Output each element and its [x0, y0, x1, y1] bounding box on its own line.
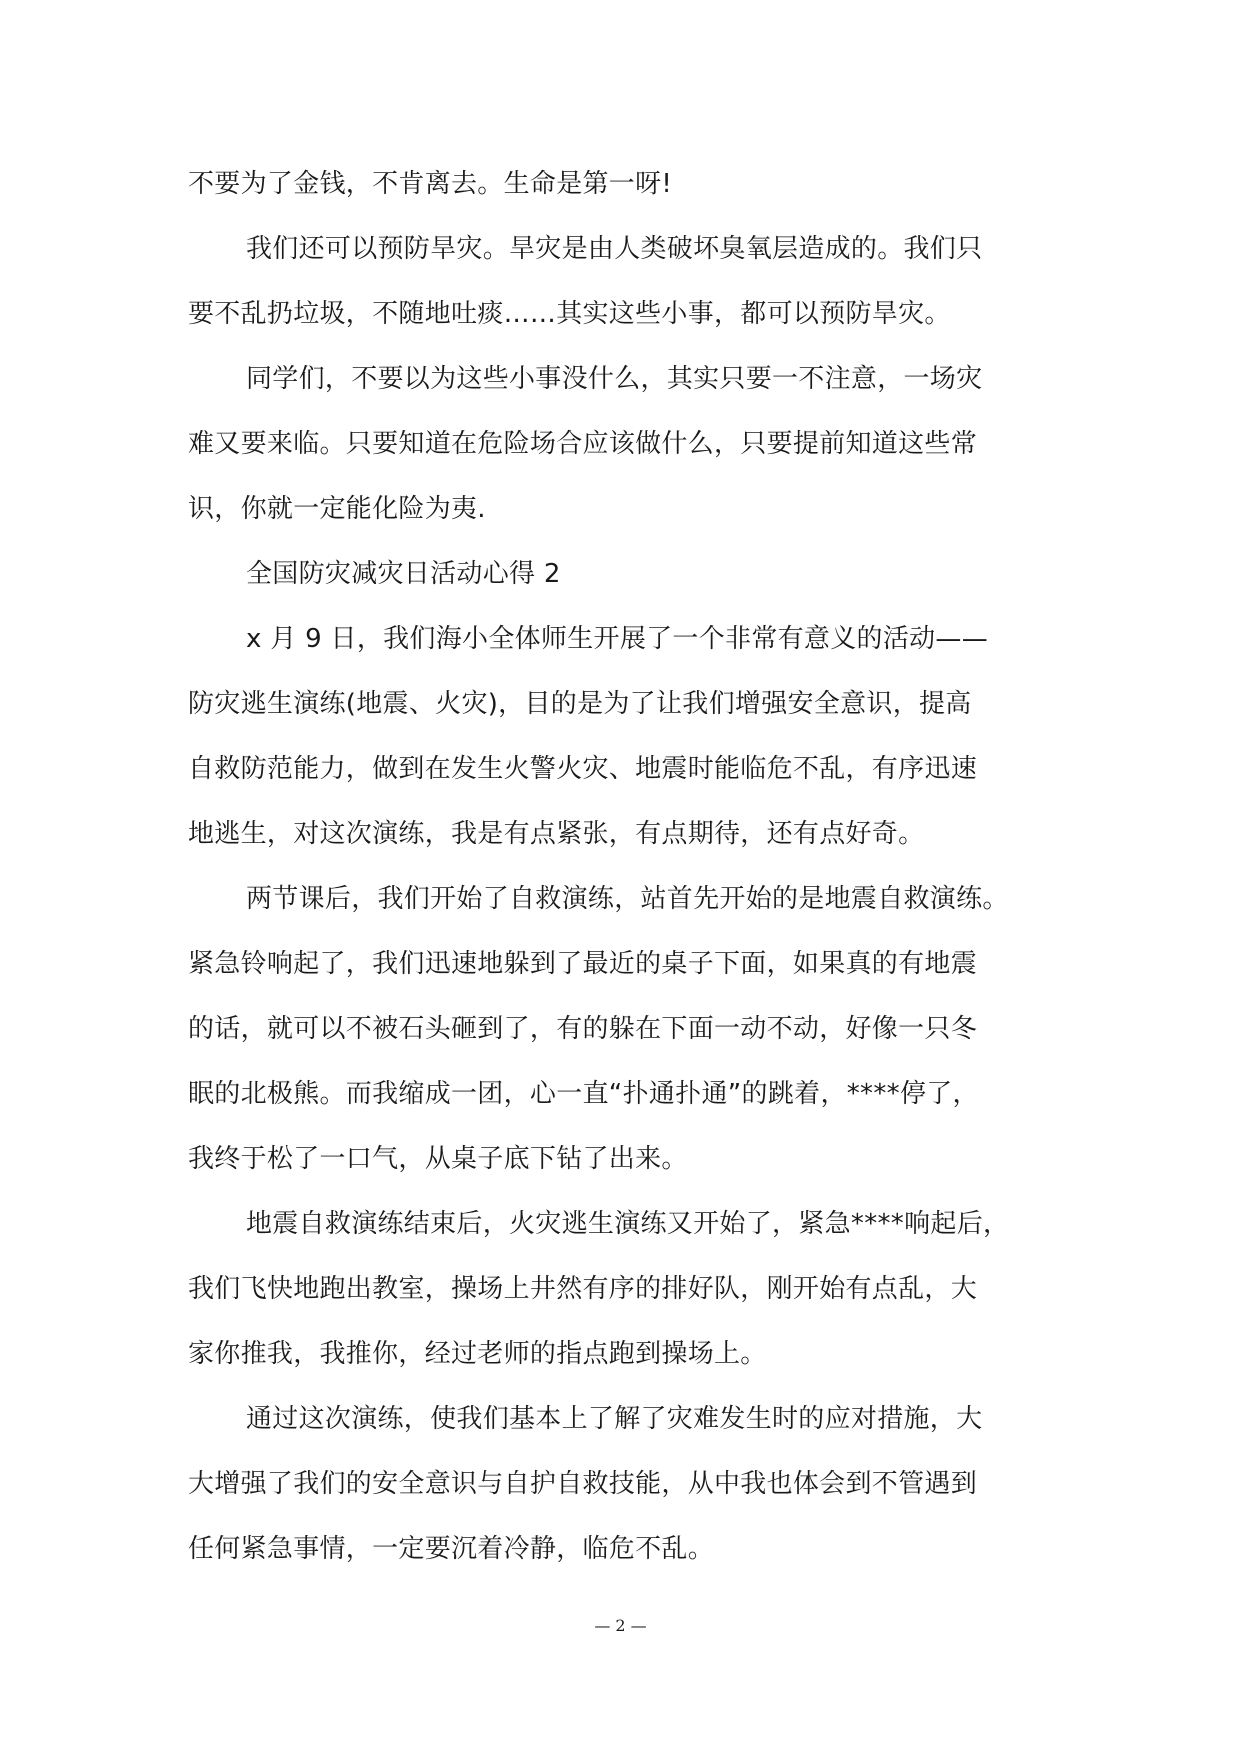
paragraph-start: 同学们，不要以为这些小事没什么，其实只要一不注意，一场灾	[246, 364, 983, 394]
text-line: 紧急铃响起了，我们迅速地躲到了最近的桌子下面，如果真的有地震	[188, 949, 978, 979]
text-line: 自救防范能力，做到在发生火警火灾、地震时能临危不乱，有序迅速	[188, 754, 978, 784]
text-line: 识，你就一定能化险为夷.	[188, 494, 486, 524]
text-line: 家你推我，我推你，经过老师的指点跑到操场上。	[188, 1339, 767, 1369]
text-line: 我们飞快地跑出教室，操场上井然有序的排好队，刚开始有点乱，大	[188, 1274, 978, 1304]
paragraph-start: 两节课后，我们开始了自救演练，站首先开始的是地震自救演练。	[246, 884, 1009, 914]
section-heading: 全国防灾减灾日活动心得 2	[246, 559, 561, 589]
text-line: 不要为了金钱，不肯离去。生命是第一呀!	[188, 169, 673, 199]
text-line: 难又要来临。只要知道在危险场合应该做什么，只要提前知道这些常	[188, 429, 978, 459]
text-line: 我终于松了一口气，从桌子底下钻了出来。	[188, 1144, 688, 1174]
text-line: 要不乱扔垃圾，不随地吐痰……其实这些小事，都可以预防旱灾。	[188, 299, 951, 329]
page-number: — 2 —	[594, 1616, 647, 1635]
text-line: 任何紧急事情，一定要沉着冷静，临危不乱。	[188, 1534, 715, 1564]
text-line: 的话，就可以不被石头砸到了，有的躲在下面一动不动，好像一只冬	[188, 1014, 978, 1044]
text-line: 大增强了我们的安全意识与自护自救技能，从中我也体会到不管遇到	[188, 1469, 978, 1499]
text-line: 地逃生，对这次演练，我是有点紧张，有点期待，还有点好奇。	[188, 819, 925, 849]
paragraph-start: 我们还可以预防旱灾。旱灾是由人类破坏臭氧层造成的。我们只	[246, 234, 983, 264]
paragraph-start: 通过这次演练，使我们基本上了解了灾难发生时的应对措施，大	[246, 1404, 983, 1434]
text-line: 防灾逃生演练(地震、火灾)，目的是为了让我们增强安全意识，提高	[188, 689, 972, 719]
text-line: 眠的北极熊。而我缩成一团，心一直“扑通扑通”的跳着，****停了，	[188, 1079, 979, 1109]
paragraph-start: 地震自救演练结束后，火灾逃生演练又开始了，紧急****响起后，	[246, 1209, 1010, 1239]
paragraph-start: x 月 9 日，我们海小全体师生开展了一个非常有意义的活动——	[246, 624, 989, 654]
